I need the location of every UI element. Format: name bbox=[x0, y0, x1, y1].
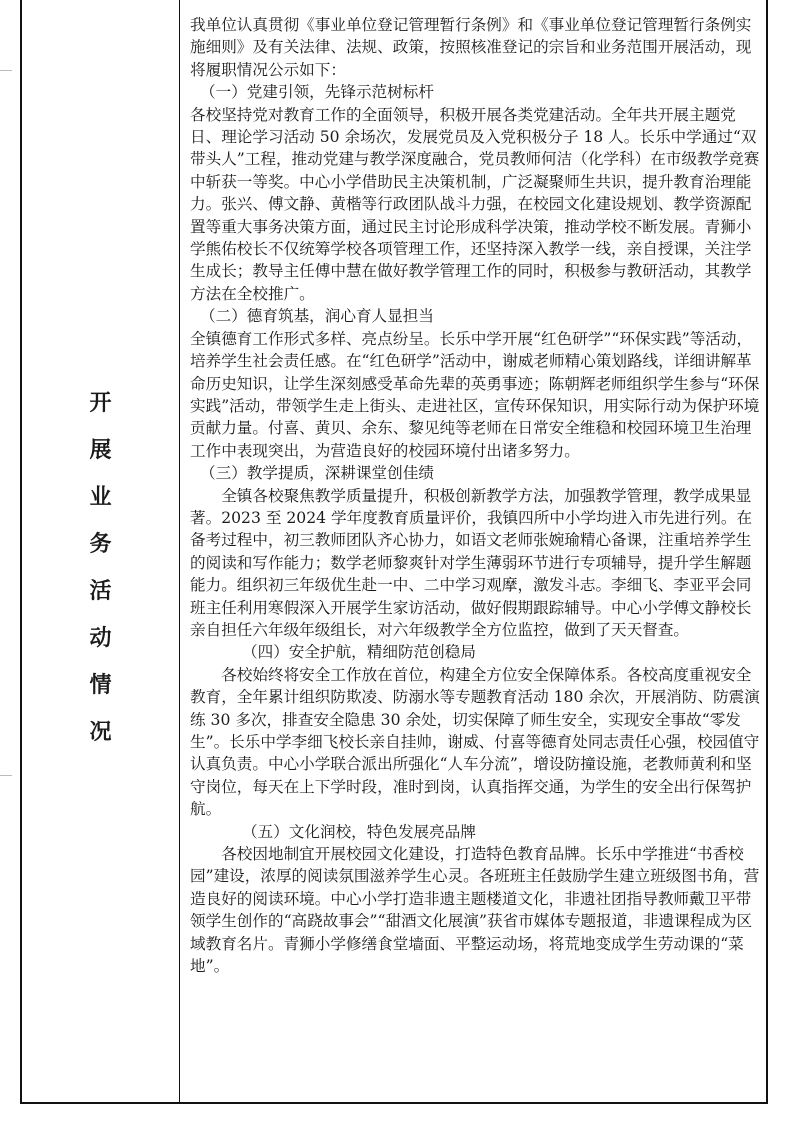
activity-report-table bbox=[20, 0, 768, 1104]
section-heading-4: （四）安全护航，精细防范创稳局 bbox=[242, 643, 476, 662]
row-label bbox=[85, 380, 117, 756]
row-label-cell bbox=[22, 0, 180, 1102]
report-content bbox=[190, 14, 760, 977]
scan-edge-mark bbox=[0, 70, 12, 81]
intro-paragraph: 我单位认真贯彻《事业单位登记管理暂行条例》和《事业单位登记管理暂行条例实施细则》及有关法律、法规、政策，按照核准登记的宗旨和业务范围开展活动，现将履职情况公示如下： bbox=[190, 16, 752, 79]
section-heading-3: （三）教学提质，深耕课堂创佳绩 bbox=[200, 464, 434, 483]
section-body-4: 各校始终将安全工作放在首位，构建全方位安全保障体系。各校高度重视安全教育，全年累计组织防欺凌、防溺水等专题教育活动 180 余次，开展消防、防震演练 30 多次，排查安全隐患 30 余处，切实保障了师生安全，实现安全事故“零发生”。长乐中学李细飞校长亲自挂帅，谢威、付喜等德育处同志责任心强，校园值守认真负责。中心小学联合派出所强化“人车分流”，增设防撞设施，老教师黄利和坚守岗位，每天在上下学时段，准时到岗，认真指挥交通，为学生的安全出行保驾护航。 bbox=[190, 665, 760, 819]
section-body-1: 各校坚持党对教育工作的全面领导，积极开展各类党建活动。全年共开展主题党日、理论学习活动 50 余场次，发展党员及入党积极分子 18 人。长乐中学通过“双带头人”工程，推动党建与教学深度融合，党员教师何洁（化学科）在市级教学竞赛中斩获一等奖。中心小学借助民主决策机制，广泛凝聚师生共识，提升教育治理能力。张兴、傅文静、黄楷等行政团队战斗力强，在校园文化建设规划、教学资源配置等重大事务决策方面，通过民主讨论形成科学决策，推动学校不断发展。青狮小学熊佑校长不仅统筹学校各项管理工作，还坚持深入教学一线，亲自授课，关注学生成长；教导主任傅中慧在做好教学管理工作的同时，积极参与教研活动，其教学方法在全校推广。 bbox=[190, 105, 760, 303]
section-heading-1: （一）党建引领，先锋示范树标杆 bbox=[200, 83, 434, 102]
row-label-char: 务 bbox=[89, 532, 112, 557]
row-label-char: 开 bbox=[89, 391, 112, 416]
row-label-char: 情 bbox=[89, 673, 112, 698]
row-label-char: 展 bbox=[89, 438, 112, 463]
section-body-5: 各校因地制宜开展校园文化建设，打造特色教育品牌。长乐中学推进“书香校园”建设，浓厚的阅读氛围滋养学生心灵。各班班主任鼓励学生建立班级图书角，营造良好的阅读环境。中心小学打造非遗主题楼道文化，非遗社团指导教师戴卫平带领学生创作的“高跷故事会”“甜酒文化展演”获省市媒体专题报道，非遗课程成为区域教育名片。青狮小学修缮食堂墙面、平整运动场，将荒地变成学生劳动课的“菜地”。 bbox=[190, 845, 760, 976]
row-label-char: 活 bbox=[89, 579, 112, 604]
row-label-char: 况 bbox=[89, 720, 112, 745]
row-label-char: 业 bbox=[89, 485, 112, 510]
scan-edge-mark bbox=[0, 775, 12, 786]
section-body-2: 全镇德育工作形式多样、亮点纷呈。长乐中学开展“红色研学”“环保实践”等活动，培养学生社会责任感。在“红色研学”活动中，谢威老师精心策划路线，详细讲解革命历史知识，让学生深刻感受革命先辈的英勇事迹；陈朝辉老师组织学生参与“环保实践”活动，带领学生走上街头、走进社区，宣传环保知识，用实际行动为保护环境贡献力量。付喜、黄贝、余东、黎见纯等老师在日常安全维稳和校园环境卫生治理工作中表现突出，为营造良好的校园环境付出诸多努力。 bbox=[190, 329, 760, 460]
section-heading-2: （二）德育筑基，润心育人显担当 bbox=[200, 307, 434, 326]
row-label-char: 动 bbox=[89, 626, 112, 651]
section-heading-5: （五）文化润校，特色发展亮品牌 bbox=[242, 822, 476, 841]
section-body-3: 全镇各校聚焦教学质量提升，积极创新教学方法，加强教学管理，教学成果显著。2023 至 2024 学年度教育质量评价，我镇四所中小学均进入市先进行列。在备考过程中，初三教师团队齐心协力，如语文老师张婉瑜精心备课，注重培养学生的阅读和写作能力；数学老师黎爽针对学生薄弱环节进行专项辅导，提升学生解题能力。组织初三年级优生赴一中、二中学习观摩，激发斗志。李细飞、李亚平会同班主任利用寒假深入开展学生家访活动，做好假期跟踪辅导。中心小学傅文静校长亲自担任六年级年级组长，对六年级教学全方位监控，做到了天天督查。 bbox=[190, 486, 753, 639]
